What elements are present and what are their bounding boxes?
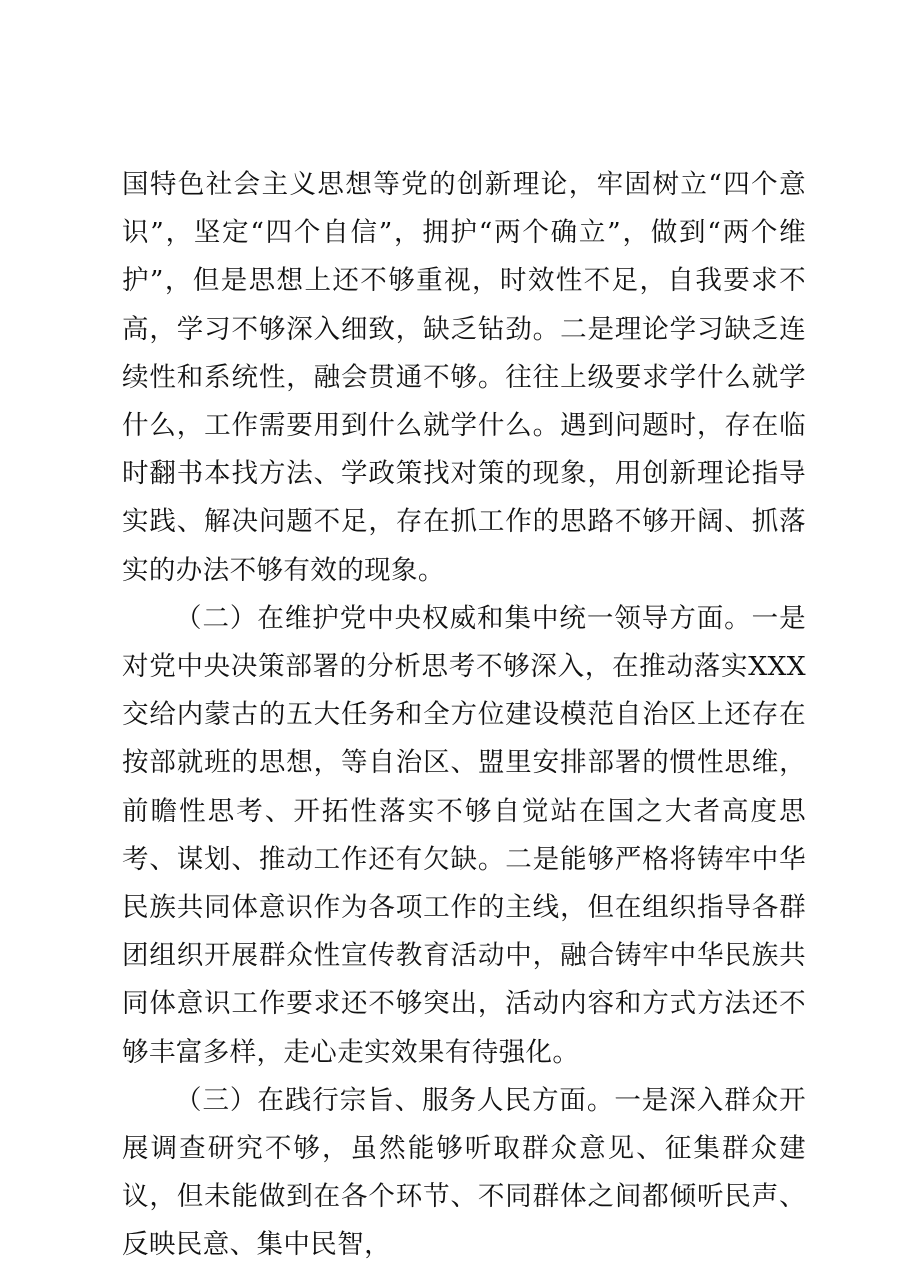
document-body [122, 161, 806, 1270]
paragraph-continued: 国特色社会主义思想等党的创新理论，牢固树立“四个意识”，坚定“四个自信”，拥护“两个确立”，做到“两个维护”，但是思想上还不够重视，时效性不足，自我要求不高，学习不够深入细致，缺乏钻劲。二是理论学习缺乏连续性和系统性，融会贯通不够。往往上级要求学什么就学什么，工作需要用到什么就学什么。遇到问题时，存在临时翻书本找方法、学政策找对策的现象，用创新理论指导实践、解决问题不足，存在抓工作的思路不够开阔、抓落实的办法不够有效的现象。 [122, 169, 806, 586]
paragraph-section-2: （二）在维护党中央权威和集中统一领导方面。一是对党中央决策部署的分析思考不够深入，在推动落实XXX交给内蒙古的五大任务和全方位建设模范自治区上还存在按部就班的思想，等自治区、盟里安排部署的惯性思维，前瞻性思考、开拓性落实不够自觉站在国之大者高度思考、谋划、推动工作还有欠缺。二是能够严格将铸牢中华民族共同体意识作为各项工作的主线，但在组织指导各群团组织开展群众性宣传教育活动中，融合铸牢中华民族共同体意识工作要求还不够突出，活动内容和方式方法还不够丰富多样，走心走实效果有待强化。 [122, 602, 806, 1068]
paragraph-section-3: （三）在践行宗旨、服务人民方面。一是深入群众开展调查研究不够，虽然能够听取群众意见、征集群众建议，但未能做到在各个环节、不同群体之间都倾听民声、反映民意、集中民智， [122, 1084, 806, 1261]
